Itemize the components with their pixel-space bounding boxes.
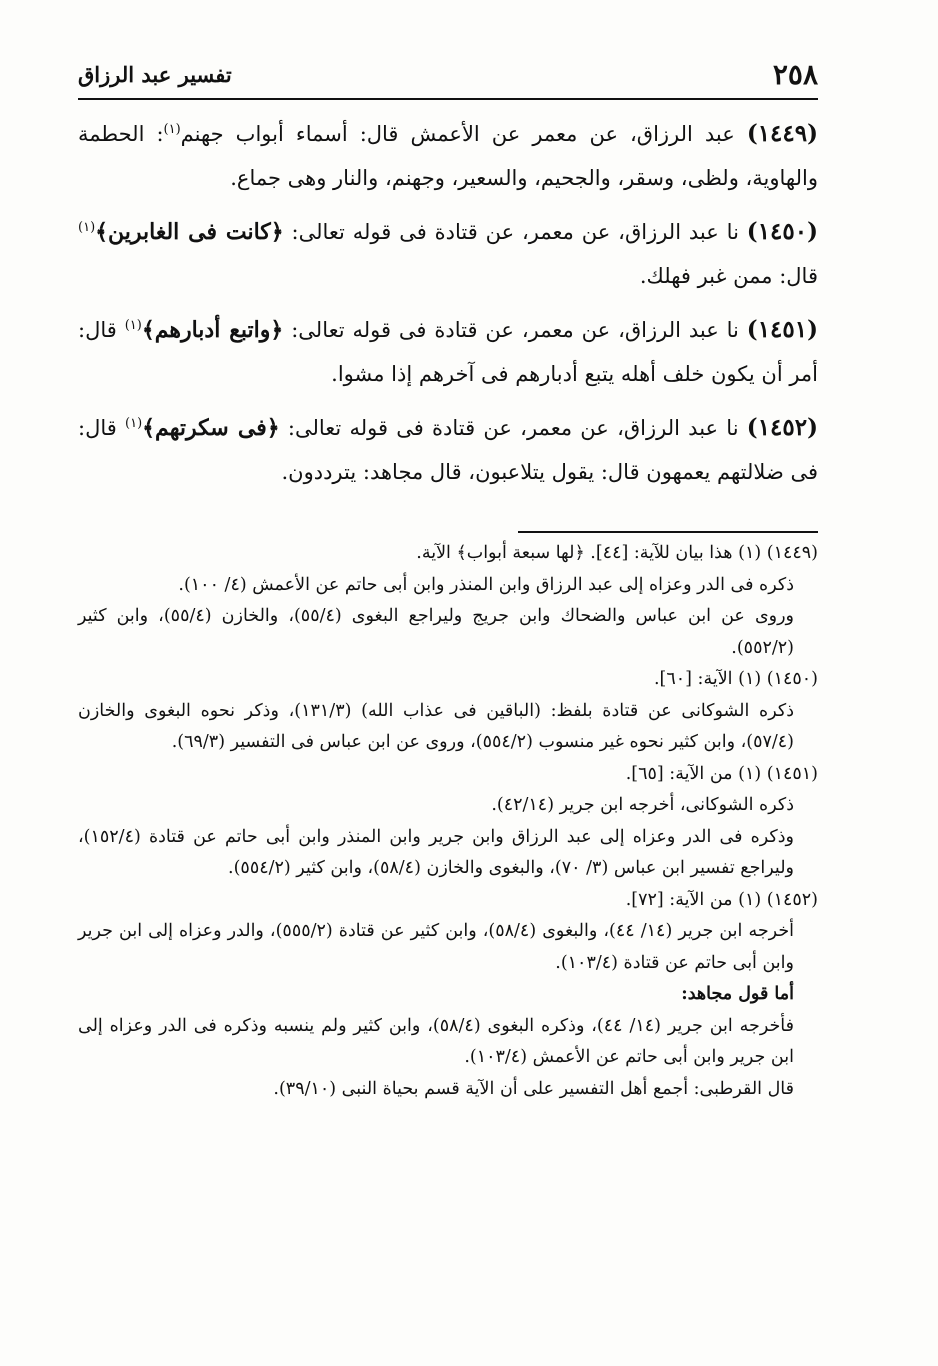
entry-number: (١٤٤٩) [746,120,819,147]
footnote-subheading: أما قول مجاهد: [681,984,794,1004]
main-text [78,112,818,504]
quran-quote: ﴿كانت فى الغابرين﴾ [95,219,284,245]
entry-text: قال: أمر أن يكون خلف أهله يتبع أدبارهم فى آخرهم إذا مشوا. [78,318,818,386]
footnote-marker: (١) [163,122,181,137]
footnote-body: وروى عن ابن عباس والضحاك وابن جريج وليراجع البغوى (٥٥/٤)، والخازن (٥٥/٤)، وابن كثير (٥٥٢/٢). [78,606,794,658]
footnote-marker: (١) [124,318,142,333]
entry-number: (١٤٥٢) [746,414,818,441]
entry-text: عبد الرزاق، عن معمر عن الأعمش قال: أسماء أبواب جهنم [180,122,747,146]
entry-text: قال: ممن غبر فهلك. [639,264,818,288]
entry-text: نا عبد الرزاق، عن معمر، عن قتادة فى قوله تعالى: [283,220,747,244]
footnote-heading: (١٤٥٠) (١) الآية: [٦٠]. [653,669,818,689]
entry-1450 [78,210,818,298]
footnote-heading: (١٤٥١) (١) من الآية: [٦٥]. [625,763,818,784]
footnote-marker: (١) [125,416,143,431]
footnote-body: قال القرطبى: أجمع أهل التفسير على أن الآية قسم بحياة النبى (٣٩/١٠). [273,1078,794,1099]
quran-quote: ﴿واتبع أدبارهم﴾ [141,317,284,343]
footnote-heading: (١٤٤٩) (١) هذا بيان للآية: [٤٤]. ﴿لها سبعة أبواب﴾ الآية. [416,543,818,563]
entry-1451 [78,308,818,396]
entry-number: (١٤٥٠) [746,218,818,245]
entry-number: (١٤٥١) [746,316,818,343]
quran-quote: ﴿فى سكرتهم﴾ [142,415,280,441]
footnote-body: ذكره الشوكانى عن قتادة بلفظ: (الباقين فى عذاب الله) (١٣١/٣)، وذكر نحوه البغوى والخازن (٥٧/٤)، وابن كثير نحوه غير منسوب (٥٥٤/٢)، وروى عن ابن عباس فى التفسير (٦٩/٣). [78,700,795,752]
footnote-marker: (١) [78,220,96,235]
entry-1452 [78,406,818,494]
footnotes [78,538,818,1105]
footnote-body: أخرجه ابن جرير (١٤/ ٤٤)، والبغوى (٥٨/٤)، وابن كثير عن قتادة (٥٥٥/٢)، والدر وعزاه إلى ابن جرير وابن أبى حاتم عن قتادة (١٠٣/٤). [78,921,794,973]
entry-text: : الحطمة والهاوية، ولظى، وسقر، والجحيم، والسعير، وجهنم، والنار وهى جماع. [78,122,818,190]
footnote-body: وذكره فى الدر وعزاه إلى عبد الرزاق وابن جرير وابن المنذر وابن أبى حاتم عن قتادة (١٥٢/٤)، وليراجع تفسير ابن عباس (٣/ ٧٠)، والبغوى والخازن (٥٨/٤)، وابن كثير (٥٥٤/٢). [78,826,794,878]
footnote-heading: (١٤٥٢) (١) من الآية: [٧٢]. [625,889,818,910]
footnote-divider [518,531,818,533]
entry-1449 [78,112,818,200]
running-title: تفسير عبد الرزاق [78,62,232,87]
page-number: ٢٥٨ [772,58,818,91]
footnote-body: ذكره الشوكانى، أخرجه ابن جرير (٤٢/١٤). [491,795,794,815]
footnote-body: فأخرجه ابن جرير (١٤/ ٤٤)، وذكره البغوى (٥٨/٤)، وابن كثير ولم ينسبه وذكره فى الدر وعزاه إلى ابن جرير وابن أبى حاتم عن الأعمش (١٠٣/٤). [78,1015,794,1067]
footnote-body: ذكره فى الدر وعزاه إلى عبد الرزاق وابن المنذر وابن أبى حاتم عن الأعمش (٤/ ١٠٠). [178,574,794,595]
entry-text: نا عبد الرزاق، عن معمر، عن قتادة فى قوله تعالى: [283,318,747,342]
entry-text: قال: فى ضلالتهم يعمهون قال: يقول يتلاعبون، قال مجاهد: يترددون. [78,416,818,484]
entry-text: نا عبد الرزاق، عن معمر، عن قتادة فى قوله تعالى: [279,416,747,440]
page-header [78,56,818,100]
